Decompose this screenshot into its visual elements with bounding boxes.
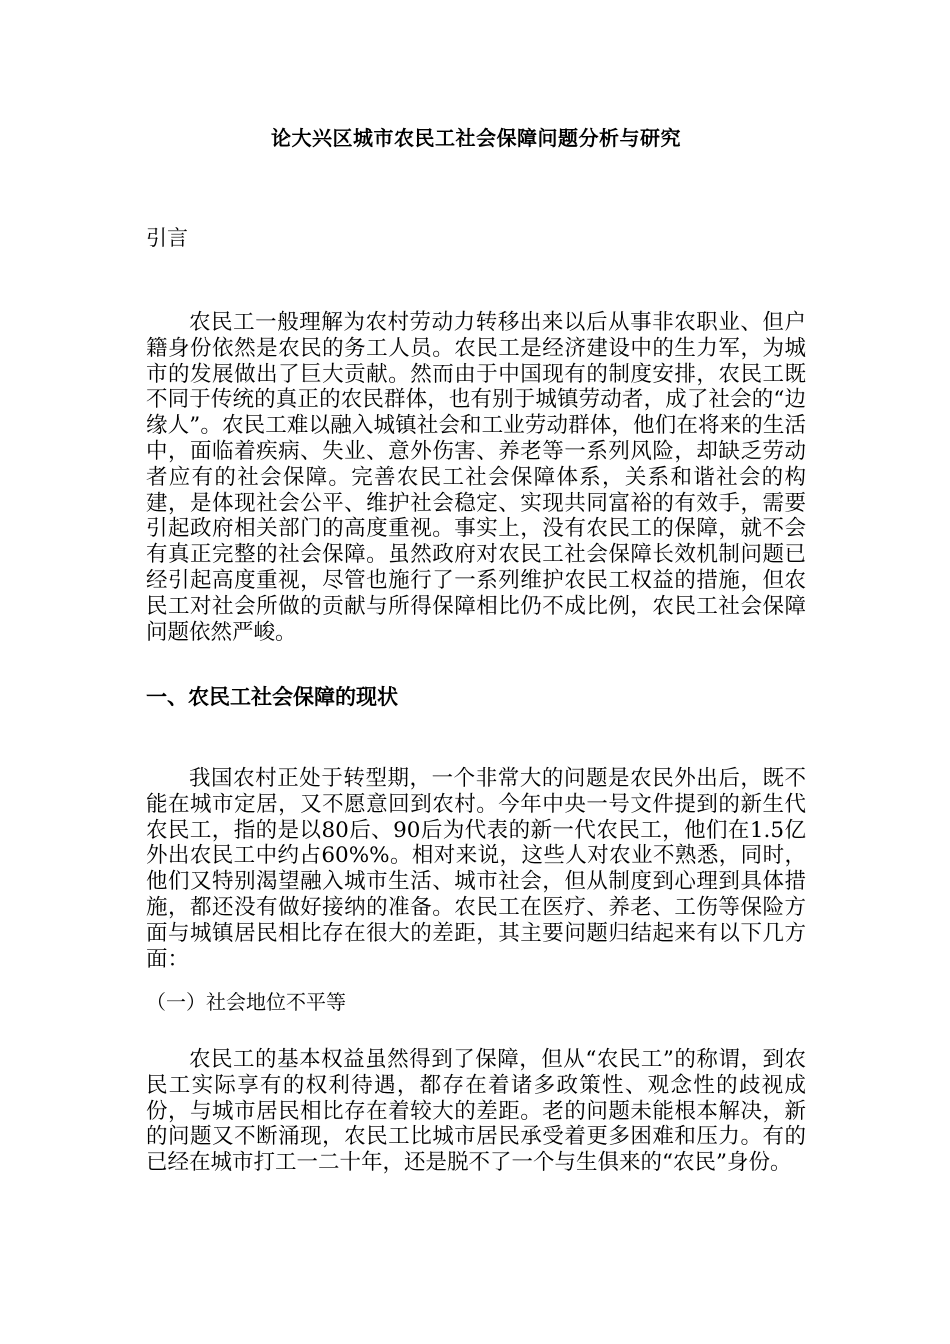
subsection-one-paragraph: 农民工的基本权益虽然得到了保障，但从“农民工”的称谓，到农民工实际享有的权利待遇，都存在着诸多政策性、观念性的歧视成份，与城市居民相比存在着较大的差距。老的问题未能根本解决，新的问题又不断涌现，农民工比城市居民承受着更多困难和压力。有的已经在城市打工一二十年，还是脱不了一个与生俱来的“农民”身份。: [146, 1047, 806, 1176]
intro-heading: 引言: [146, 226, 188, 250]
intro-paragraph: 农民工一般理解为农村劳动力转移出来以后从事非农职业、但户籍身份依然是农民的务工人员。农民工是经济建设中的生力军，为城市的发展做出了巨大贡献。然而由于中国现有的制度安排，农民工既不同于传统的真正的农民群体，也有别于城镇劳动者，成了社会的“边缘人”。农民工难以融入城镇社会和工业劳动群体，他们在将来的生活中，面临着疾病、失业、意外伤害、养老等一系列风险，却缺乏劳动者应有的社会保障。完善农民工社会保障体系，关系和谐社会的构建，是体现社会公平、维护社会稳定、实现共同富裕的有效手，需要引起政府相关部门的高度重视。事实上，没有农民工的保障，就不会有真正完整的社会保障。虽然政府对农民工社会保障长效机制问题已经引起高度重视，尽管也施行了一系列维护农民工权益的措施，但农民工对社会所做的贡献与所得保障相比仍不成比例，农民工社会保障问题依然严峻。: [146, 310, 806, 645]
section-one-heading: 一、农民工社会保障的现状: [146, 685, 398, 709]
document-page: [146, 0, 806, 1344]
section-one-paragraph: 我国农村正处于转型期，一个非常大的问题是农民外出后，既不能在城市定居，又不愿意回到农村。今年中央一号文件提到的新生代农民工，指的是以80后、90后为代表的新一代农民工，他们在1.5亿外出农民工中约占60%%。相对来说，这些人对农业不熟悉，同时，他们又特别渴望融入城市生活、城市社会，但从制度到心理到具体措施，都还没有做好接纳的准备。农民工在医疗、养老、工伤等保险方面与城镇居民相比存在很大的差距，其主要问题归结起来有以下几方面：: [146, 766, 806, 972]
document-title: 论大兴区城市农民工社会保障问题分析与研究: [271, 126, 681, 150]
subsection-one-heading: （一）社会地位不平等: [146, 990, 346, 1014]
